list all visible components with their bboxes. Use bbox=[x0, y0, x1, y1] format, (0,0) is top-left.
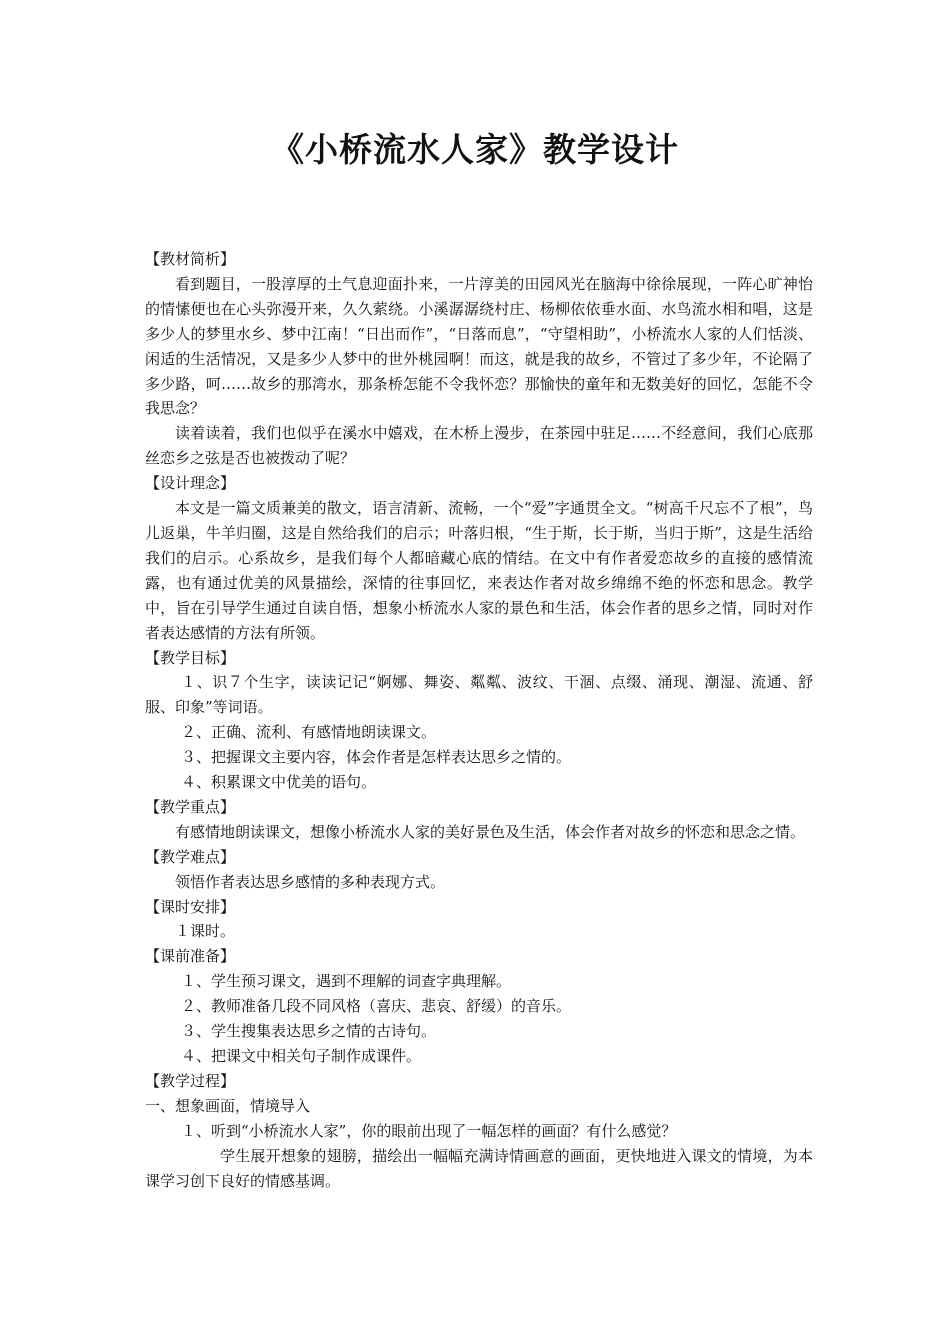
section-heading-difficulty: 【教学难点】 bbox=[145, 847, 236, 866]
section-heading-process: 【教学过程】 bbox=[145, 1071, 236, 1090]
goal-item-3: ３、把握课文主要内容，体会作者是怎样表达思乡之情的。 bbox=[181, 748, 572, 767]
preparation-item-3: ３、学生搜集表达思乡之情的古诗句。 bbox=[181, 1022, 437, 1041]
preparation-item-2: ２、教师准备几段不同风格（喜庆、悲哀、舒缓）的音乐。 bbox=[181, 997, 572, 1016]
concept-paragraph-1: 本文是一篇文质兼美的散文，语言清新、流畅，一个“爱”字通贯全文。“树高千尺忘不了根”，鸟儿返巢，牛羊归圈，这是自然给我们的启示；叶落归根，“生于斯，长于斯，当归于斯”，这是生活给我们的启示。心系故乡，是我们每个人都暗藏心底的情结。在文中有作者爱恋故乡的直接的感情流露，也有通过优美的风景描绘，深情的往事回忆，来表达作者对故乡绵绵不绝的怀恋和思念。教学中，旨在引导学生通过自读自悟，想象小桥流水人家的景色和生活，体会作者的思乡之情，同时对作者表达感情的方法有所领。 bbox=[145, 499, 813, 642]
process-step-1: 一、想象画面，情境导入 bbox=[145, 1096, 311, 1115]
process-question-1-note: 学生展开想象的翅膀，描绘出一幅幅充满诗情画意的画面，更快地进入课文的情境，为本课学习创下良好的情感基调。 bbox=[145, 1146, 813, 1190]
section-heading-concept: 【设计理念】 bbox=[145, 474, 236, 493]
difficulty-paragraph: 领悟作者表达思乡感情的多种表现方式。 bbox=[175, 872, 446, 891]
analysis-paragraph-1: 看到题目，一股淳厚的土气息迎面扑来，一片淳美的田园风光在脑海中徐徐展现，一阵心旷神怡的情愫便也在心头弥漫开来，久久萦绕。小溪潺潺绕村庄、杨柳依依垂水面、水鸟流水相和唱，这是多少人的梦里水乡、梦中江南！“日出而作”，“日落而息”，“守望相助”，小桥流水人家的人们恬淡、闲适的生活情况，又是多少人梦中的世外桃园啊！而这，就是我的故乡，不管过了多少年，不论隔了多少路，呵……故乡的那湾水，那条桥怎能不令我怀恋？那愉快的童年和无数美好的回忆，怎能不令我思念？ bbox=[145, 274, 813, 418]
process-question-1: １、听到“小桥流水人家”，你的眼前出现了一幅怎样的画面？有什么感觉？ bbox=[181, 1121, 677, 1140]
section-heading-schedule: 【课时安排】 bbox=[145, 897, 236, 916]
analysis-paragraph-2: 读着读着，我们也似乎在溪水中嬉戏，在木桥上漫步，在茶园中驻足……不经意间，我们心底那丝恋乡之弦是否也被拨动了呢？ bbox=[145, 424, 813, 468]
goal-item-4: ４、积累课文中优美的语句。 bbox=[181, 773, 377, 792]
preparation-item-1: １、学生预习课文，遇到不理解的词查字典理解。 bbox=[181, 972, 512, 991]
section-heading-key-points: 【教学重点】 bbox=[145, 797, 236, 816]
goal-item-2: ２、正确、流利、有感情地朗读课文。 bbox=[181, 723, 437, 742]
section-heading-preparation: 【课前准备】 bbox=[145, 947, 236, 966]
preparation-item-4: ４、把课文中相关句子制作成课件。 bbox=[181, 1047, 422, 1065]
goal-item-1: １、识７个生字，读读记记“婀娜、舞姿、粼粼、波纹、干涸、点缀、涌现、潮湿、流通、舒服、印象”等词语。 bbox=[145, 673, 813, 717]
document-body bbox=[145, 247, 813, 1193]
section-heading-analysis: 【教材简析】 bbox=[145, 250, 236, 268]
section-heading-goals: 【教学目标】 bbox=[145, 648, 236, 667]
document-title: 《小桥流水人家》教学设计 bbox=[271, 130, 679, 169]
schedule-paragraph: １课时。 bbox=[175, 922, 236, 941]
key-points-paragraph: 有感情地朗读课文，想像小桥流水人家的美好景色及生活，体会作者对故乡的怀恋和思念之情。 bbox=[175, 822, 806, 841]
